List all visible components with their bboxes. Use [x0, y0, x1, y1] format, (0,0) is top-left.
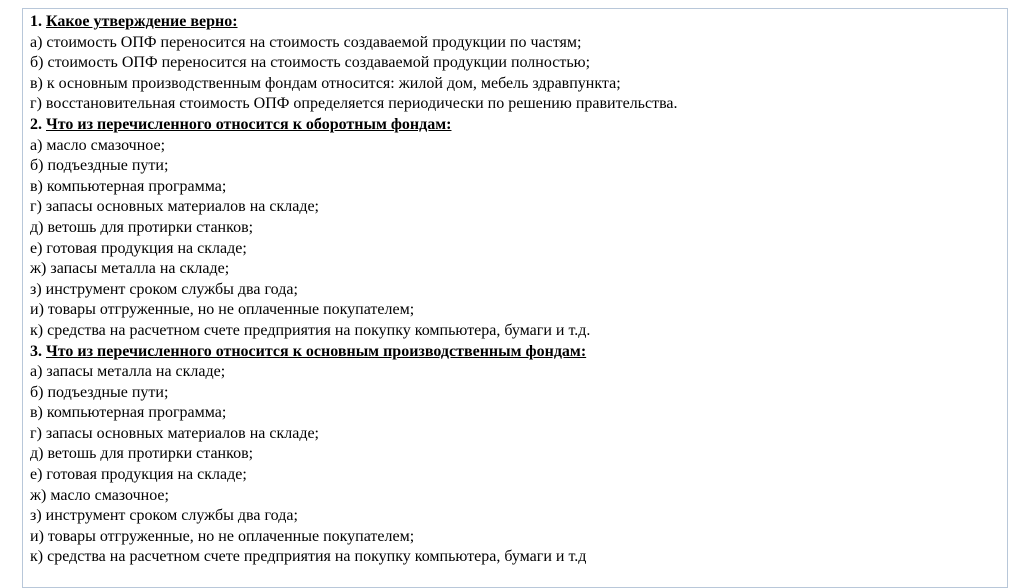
question-option: в) компьютерная программа; — [30, 404, 227, 422]
question-option: д) ветошь для протирки станков; — [30, 218, 254, 236]
question-option: и) товары отгруженные, но не оплаченные покупателем; — [30, 527, 415, 545]
question-option: б) подъездные пути; — [30, 383, 169, 401]
quiz-content — [30, 12, 1000, 568]
question-option: а) стоимость ОПФ переносится на стоимость создаваемой продукции по частям; — [30, 33, 582, 51]
question-3-title — [30, 342, 1000, 363]
question-option: ж) масло смазочное; — [30, 486, 169, 504]
question-option: г) запасы основных материалов на складе; — [30, 424, 319, 442]
question-option: а) запасы металла на складе; — [30, 363, 226, 381]
question-option: ж) запасы металла на складе; — [30, 260, 230, 278]
question-option: з) инструмент сроком службы два года; — [30, 507, 298, 525]
question-number: 2. — [30, 115, 42, 133]
question-option: з) инструмент сроком службы два года; — [30, 280, 298, 298]
question-option: и) товары отгруженные, но не оплаченные покупателем; — [30, 301, 415, 319]
question-text: Какое утверждение верно: — [46, 13, 238, 30]
question-option: г) восстановительная стоимость ОПФ определяется периодически по решению правительства. — [30, 95, 678, 113]
question-option: а) масло смазочное; — [30, 136, 166, 154]
question-option: е) готовая продукция на складе; — [30, 466, 247, 484]
question-option: к) средства на расчетном счете предприятия на покупку компьютера, бумаги и т.д — [30, 548, 587, 566]
question-number: 1. — [30, 13, 42, 30]
question-option: е) готовая продукция на складе; — [30, 239, 247, 257]
question-3 — [30, 342, 1000, 569]
question-1-title — [30, 12, 1000, 33]
question-option: в) компьютерная программа; — [30, 177, 227, 195]
question-2-title — [30, 115, 1000, 136]
question-option: г) запасы основных материалов на складе; — [30, 198, 319, 216]
question-1 — [30, 12, 1000, 115]
question-text: Что из перечисленного относится к оборотным фондам: — [46, 115, 452, 133]
question-option: в) к основным производственным фондам относится: жилой дом, мебель здравпункта; — [30, 74, 621, 92]
question-option: к) средства на расчетном счете предприятия на покупку компьютера, бумаги и т.д. — [30, 321, 591, 339]
question-option: б) стоимость ОПФ переносится на стоимость создаваемой продукции полностью; — [30, 54, 591, 72]
question-2 — [30, 115, 1000, 342]
question-number: 3. — [30, 342, 42, 360]
question-option: д) ветошь для протирки станков; — [30, 445, 254, 463]
question-text: Что из перечисленного относится к основным производственным фондам: — [46, 342, 587, 360]
question-option: б) подъездные пути; — [30, 157, 169, 175]
